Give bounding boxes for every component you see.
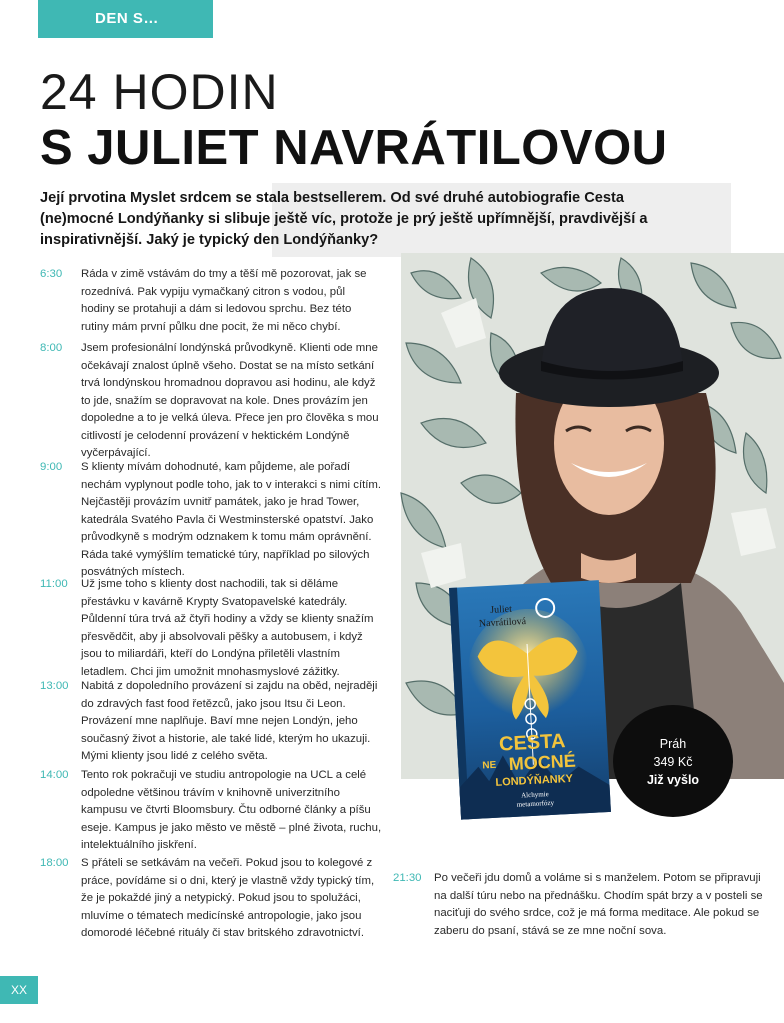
entry-text: Jsem profesionální londýnská průvodkyně. Klienti ode mne očekávají znalost úplně všeho. Dostat se na místo setkání trvá londýnskou hromadnou dopravou asi hodinu, ale když to jde, snažím se dopravovat na kole. Dnes provázím jen dopoledne a to je velká úleva. Přece jen pro člověka s mou citlivostí je celodenní provázení v hektickém Londýně vyčerpávající. [81, 342, 379, 459]
lead-paragraph: Její prvotina Myslet srdcem se stala bestsellerem. Od své druhé autobiografie Cesta (ne)mocné Londýňanky si slibuje ještě víc, protože je prý ještě upřímnější, pravdivější a inspirativnější. Jaký je typický den Londýňanky? [40, 190, 648, 248]
entry-text: S klienty mívám dohodnuté, kam půjdeme, ale pořadí nechám vyplynout podle toho, jak to v interakci s nimi cítím. Nejčastěji provázím uvnitř památek, jako je hrad Tower, katedrála Svatého Pavla či Westminsterské opatství. Jako průvodkyně s modrým odznakem k tomu mám oprávnění. Ráda také vymýšlím tematické túry, například po silových posvátných místech. [81, 461, 382, 578]
price-value: 349 Kč [653, 755, 693, 769]
price-label: Práh [659, 737, 687, 751]
book-title-line3: LONDÝŇANKY [495, 772, 574, 789]
entry-time: 6:30 [40, 268, 63, 280]
book-author-line2: Navrátilová [478, 616, 527, 630]
headline-line-2: S JULIET NAVRÁTILOVOU [40, 121, 668, 175]
entry-text: S přáteli se setkávám na večeři. Pokud jsou to kolegové z práce, povídáme si o dni, který je vlastně vždy typický tím, že je pokaždé jiný a netypický. Pokud jsou to spolužáci, mluvíme o tématech medicínské antropologie, jako jsou domorodé léčebné rituály či stav britského zdravotnictví. [81, 857, 375, 939]
timeline-entry-0630 [40, 266, 380, 336]
price-badge [613, 705, 733, 817]
entry-time: 13:00 [40, 680, 69, 692]
entry-text: Po večeři jdu domů a voláme si s manželem. Potom se připravuji na další túru nebo na přednášku. Chodím spát brzy a v posteli se naciťuji do svého srdce, což je má forma meditace. Ale pokud se zaberu do psaní, stává se ze mne noční sova. [434, 872, 763, 937]
book-title-ne: NE [482, 759, 497, 772]
book-title-line1: CESTA [498, 730, 566, 756]
entry-text: Už jsme toho s klienty dost nachodili, tak si děláme přestávku v kavárně Krypty Svatopavelské katedrály. Půldenní túra trvá až čtyři hodiny a vždy se klienty snažím přesvědčit, aby ji absolvovali pěšky a autobusem, i když jsou to miliardáři, kteří do Londýna přiletěli vlastním letadlem. Chci jim umožnit mnohasmyslové zážitky. [81, 578, 374, 678]
book-title-line2: MOCNÉ [508, 750, 577, 775]
headline-line-1: 24 HODIN [40, 64, 279, 120]
book-subtitle-line2: metamorfózy [516, 798, 555, 809]
entry-time: 21:30 [393, 872, 422, 884]
entry-time: 8:00 [40, 342, 63, 354]
entry-time: 14:00 [40, 769, 69, 781]
price-status: Již vyšlo [646, 773, 700, 787]
book-author-line1: Juliet [489, 603, 513, 616]
entry-text: Ráda v zimě vstávám do tmy a těší mě pozorovat, jak se rozednívá. Pak vypiju vymačkaný citron s vodou, půl hodiny se protahuji a dám si ledovou sprchu. Bez této rutiny mám první půlku dne pocit, že mi něco chybí. [81, 268, 367, 333]
book-subtitle-line1: Alchymie [520, 790, 549, 800]
entry-text: Tento rok pokračuji ve studiu antropologie na UCL a celé odpoledne většinou trávím v knihovně univerzitního kampusu ve čtvrti Bloomsbury. Čtu odborné články a píšu eseje. Kampus je jako město ve městě – plné života, ruchu, intelektuálního jiskření. [81, 769, 382, 851]
section-tab: DEN S… [38, 0, 213, 38]
page-number: XX [0, 976, 38, 1004]
entry-time: 18:00 [40, 857, 69, 869]
entry-time: 9:00 [40, 461, 63, 473]
entry-time: 11:00 [40, 578, 68, 590]
entry-text: Nabitá z dopoledního provázení si zajdu na oběd, nejraději do zdravých fast food řetězců, jako jsou Itsu či Leon. Provázení mne naplňuje. Baví mne nejen Londýn, jeho současný život a historie, ale také lidé, kterým ho ukazuji. Mými klienty jsou lidé z celého světa. [81, 680, 378, 762]
